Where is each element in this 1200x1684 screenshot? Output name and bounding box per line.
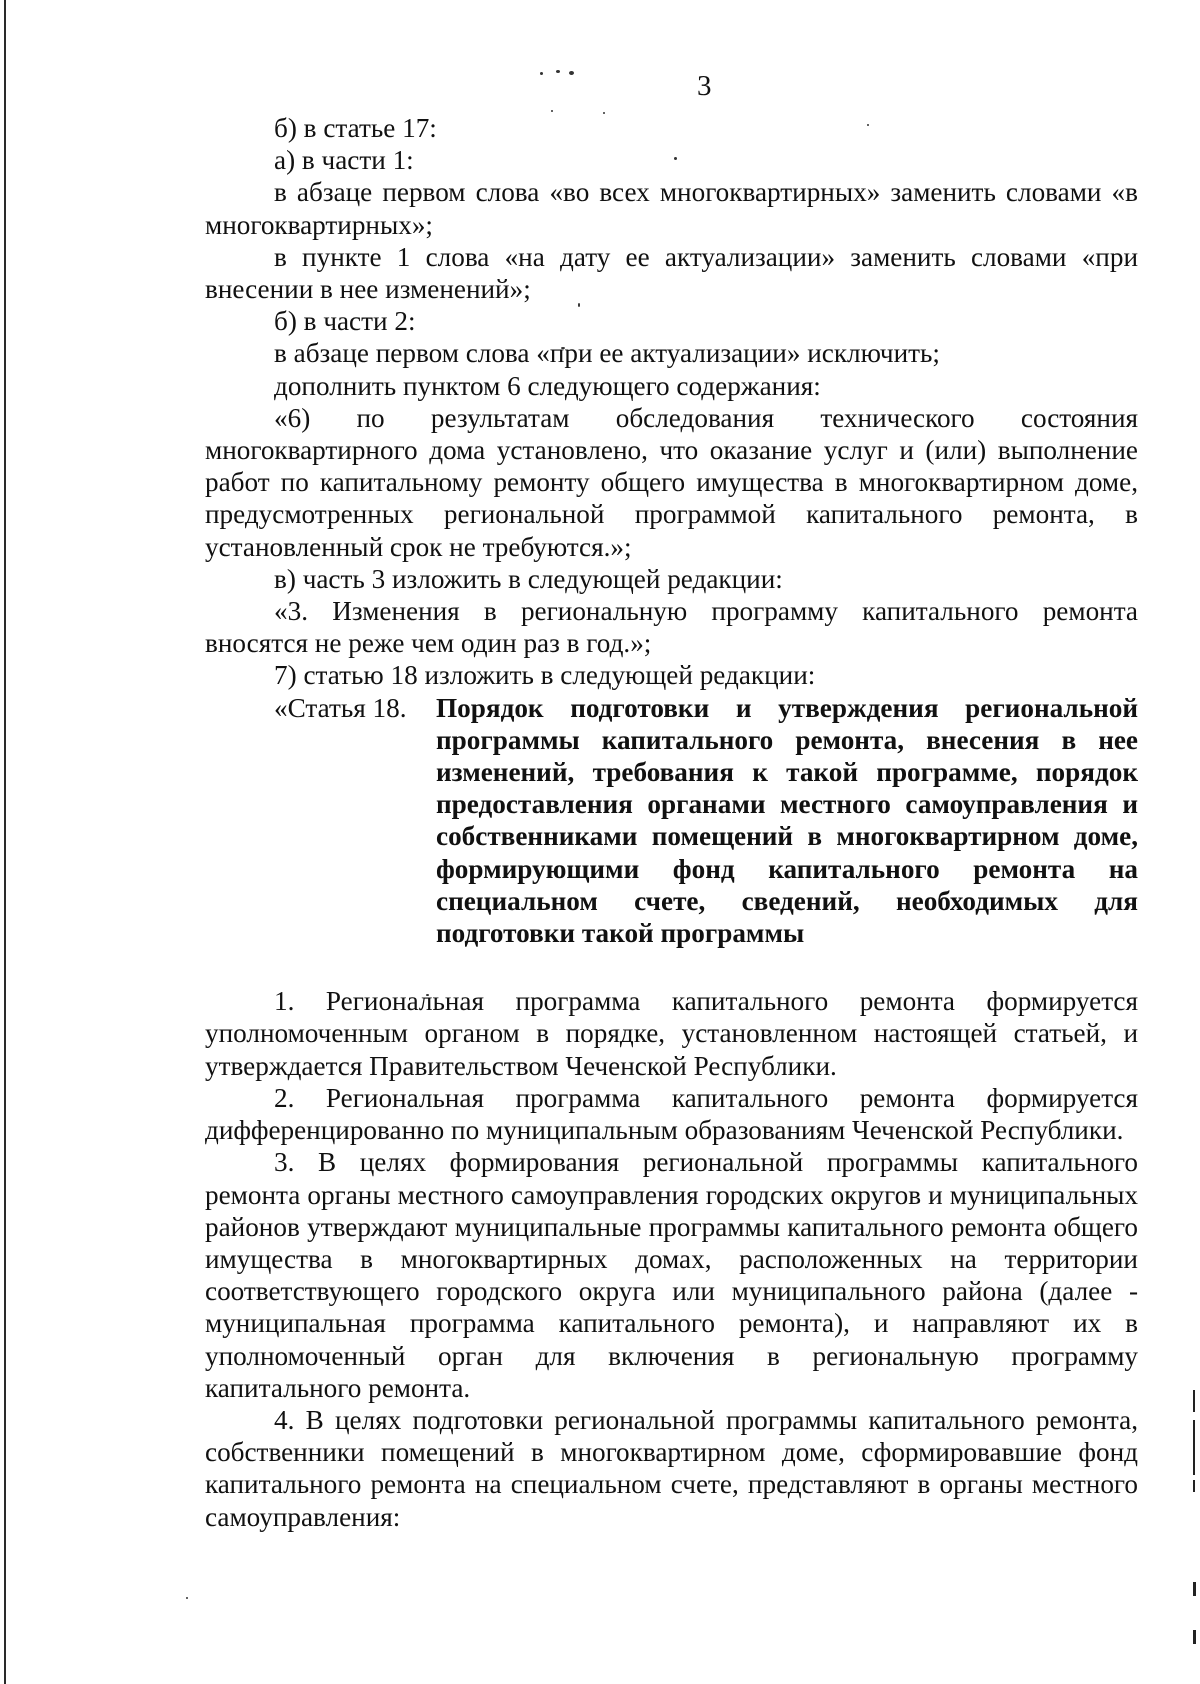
scan-edge-mark <box>1193 1630 1196 1644</box>
paragraph: а) в части 1: <box>274 145 414 176</box>
paragraph: в абзаце первом слова «во всех многоквартирных» заменить словами «в многоквартирных»; <box>205 177 1138 240</box>
paragraph: б) в статье 17: <box>274 113 437 143</box>
paragraph: в) часть 3 изложить в следующей редакции: <box>274 563 783 594</box>
paragraph: в абзаце первом слова «при ее актуализации» исключить; <box>274 338 940 369</box>
paragraph: 1. Региональная программа капитального ремонта формируется уполномоченным органом в порядке, установленном настоящей статьей, и утверждается Правительством Чеченской Республики. <box>205 986 1138 1081</box>
scan-edge-line <box>4 0 6 1684</box>
scan-edge-mark <box>1193 1582 1196 1596</box>
paragraph: 2. Региональная программа капитального ремонта формируется дифференцированно по муниципальным образованиям Чеченской Республики. <box>205 1082 1138 1146</box>
paragraph: 3. В целях формирования региональной программы капитального ремонта органы местного самоуправления городских округов и муниципальных районов утверждают муниципальные программы капитального ремонта общего имущества в многоквартирных домах, расположенных на территории соответствующего городского округа или муниципального района (далее - муниципальная программа капитального ремонта), и направляют их в уполномоченный орган для включения в региональную программу капитального ремонта. <box>205 1147 1138 1403</box>
document-body <box>205 112 1138 1533</box>
paragraph: «6) по результатам обследования технического состояния многоквартирного дома установлено, что оказание услуг и (или) выполнение работ по капитальному ремонту общего имущества в многоквартирном доме, предусмотренных региональной программой капитального ремонта, в установленный срок не требуются.»; <box>205 402 1138 562</box>
paragraph: 7) статью 18 изложить в следующей редакции: <box>274 660 816 691</box>
scan-speck <box>569 71 574 75</box>
paragraph: 4. В целях подготовки региональной программы капитального ремонта, собственники помещений в многоквартирном доме, сформировавшие фонд капитального ремонта на специальном счете, представляют в органы местного самоуправления: <box>205 1404 1138 1532</box>
spacer <box>205 949 1138 985</box>
article-heading <box>205 692 1138 950</box>
page-number: 3 <box>697 70 712 102</box>
paragraph: б) в части 2: <box>274 306 416 337</box>
paragraph: дополнить пунктом 6 следующего содержания: <box>274 370 821 401</box>
scan-speck <box>556 70 560 73</box>
scan-edge-mark <box>1193 1390 1195 1412</box>
scan-speck <box>540 72 543 75</box>
paragraph: «3. Изменения в региональную программу капитального ремонта вносятся не реже чем один раз в год.»; <box>205 596 1138 659</box>
article-number: «Статья 18. <box>274 692 407 723</box>
article-title: Порядок подготовки и утверждения региональной программы капитального ремонта, внесения в нее изменений, требования к такой программе, порядок предоставления органами местного самоуправления и собственниками помещений в многоквартирном доме, формирующими фонд капитального ремонта на специальном счете, сведений, необходимых для подготовки такой программы <box>436 692 1138 949</box>
paragraph: в пункте 1 слова «на дату ее актуализации» заменить словами «при внесении в нее изменений»; <box>205 241 1138 305</box>
scan-speck <box>186 1597 188 1599</box>
scan-edge-mark <box>1193 1480 1195 1492</box>
scan-edge-mark <box>1193 1420 1195 1475</box>
